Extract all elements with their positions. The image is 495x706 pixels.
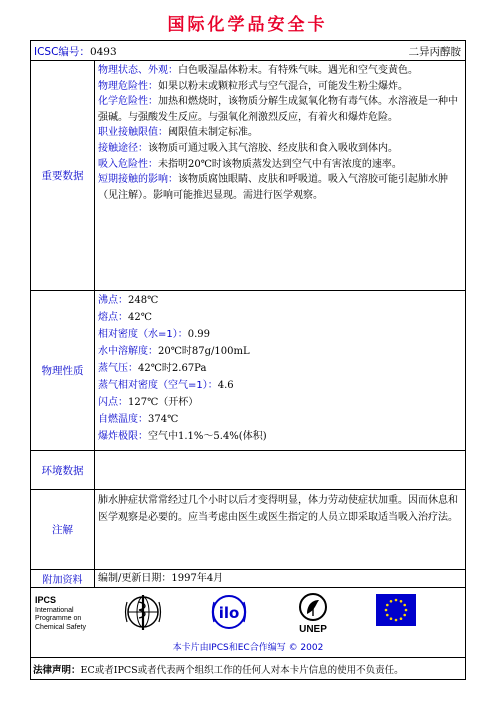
environmental-data-section (31, 451, 465, 490)
property-item: 相对密度（水=1）：0.99 (98, 329, 211, 340)
physical-properties-section (31, 291, 465, 451)
property-item: 自燃温度：374℃ (98, 414, 179, 425)
icsc-label: ICSC编号： (34, 46, 90, 58)
card-title: 国际化学品安全卡 (167, 15, 328, 35)
additional-info-content: 编制/更新日期：1997年4月 (98, 573, 224, 584)
data-item: 物理危险性：如果以粉末或颗粒形式与空气混合，可能发生粉尘爆炸。 (98, 80, 408, 92)
card-caption: 本卡片由IPCS和EC合作编写 © 2002 (172, 643, 324, 653)
section-label: 重要数据 (31, 61, 95, 290)
environmental-data-content (94, 451, 465, 489)
icsc-value: 0493 (89, 46, 117, 58)
property-item: 熔点：42℃ (98, 312, 152, 323)
data-item: 职业接触限值：阈限值未制定标准。 (98, 127, 258, 139)
section-label: 物理性质 (31, 291, 95, 450)
unep-label: UNEP (299, 624, 327, 635)
data-item: 短期接触的影响：该物质腐蚀眼睛、皮肤和呼吸道。吸入气溶胶可能引起肺水肿（见注解）。影响可能推迟显现。需进行医学观察。 (98, 174, 448, 201)
property-item: 爆炸极限：空气中1.1%～5.4%(体积) (98, 431, 267, 442)
legal-text: EC或者IPCS或者代表两个组织工作的任何人对本卡片信息的使用不负责任。 (80, 665, 404, 676)
eu-flag-icon (376, 594, 416, 626)
section-label: 注解 (31, 490, 95, 569)
property-item: 水中溶解度：20℃时87g/100mL (98, 346, 250, 357)
legal-notice-section (31, 658, 465, 681)
notes-content: 肺水肿症状常常经过几个小时以后才变得明显，体力劳动使症状加重。因而休息和医学观察是必要的。应当考虑由医生或医生指定的人员立即采取适当吸入治疗法。 (98, 495, 458, 523)
property-item: 蒸气相对密度（空气=1）：4.6 (98, 380, 234, 391)
section-label: 环境数据 (31, 451, 95, 489)
data-item: 吸入危险性：未指明20℃时该物质蒸发达到空气中有害浓度的速率。 (98, 158, 402, 170)
ilo-emblem-icon (209, 592, 249, 632)
svg-text:ilo: ilo (218, 604, 240, 622)
data-item: 化学危险性：加热和燃烧时，该物质分解生成氮氧化物有毒气体。水溶液是一种中强碱。与强酸发生反应。与强氧化剂激烈反应，有着火和爆炸危险。 (98, 96, 458, 123)
property-item: 闪点：127℃（开杯） (98, 397, 199, 408)
unep-emblem-icon (293, 592, 333, 626)
section-label: 附加资料 (31, 570, 95, 587)
physical-properties-content (94, 291, 465, 450)
data-item: 接触途径：该物质可通过吸入其气溶胶、经皮肤和食入吸收到体内。 (98, 142, 398, 154)
chemical-name: 二异丙醇胺 (408, 46, 461, 58)
card-header (31, 41, 465, 61)
property-item: 沸点：248℃ (98, 295, 159, 306)
legal-notice (33, 662, 404, 676)
ipcs-logo: IPCS International Programme on Chemical Safety (35, 595, 86, 631)
additional-info-section (31, 570, 465, 588)
icsc-number (34, 44, 117, 59)
data-item: 物理状态、外观：白色吸湿晶体粉末。有特殊气味。遇光和空气变黄色。 (98, 65, 418, 76)
who-emblem-icon (123, 592, 163, 632)
legal-label: 法律声明： (33, 665, 81, 676)
important-data-content (94, 61, 465, 290)
important-data-section (31, 61, 465, 291)
notes-section (31, 490, 465, 570)
logos-section (31, 588, 465, 658)
safety-card (30, 40, 466, 680)
property-item: 蒸气压：42℃时2.67Pa (98, 363, 207, 374)
